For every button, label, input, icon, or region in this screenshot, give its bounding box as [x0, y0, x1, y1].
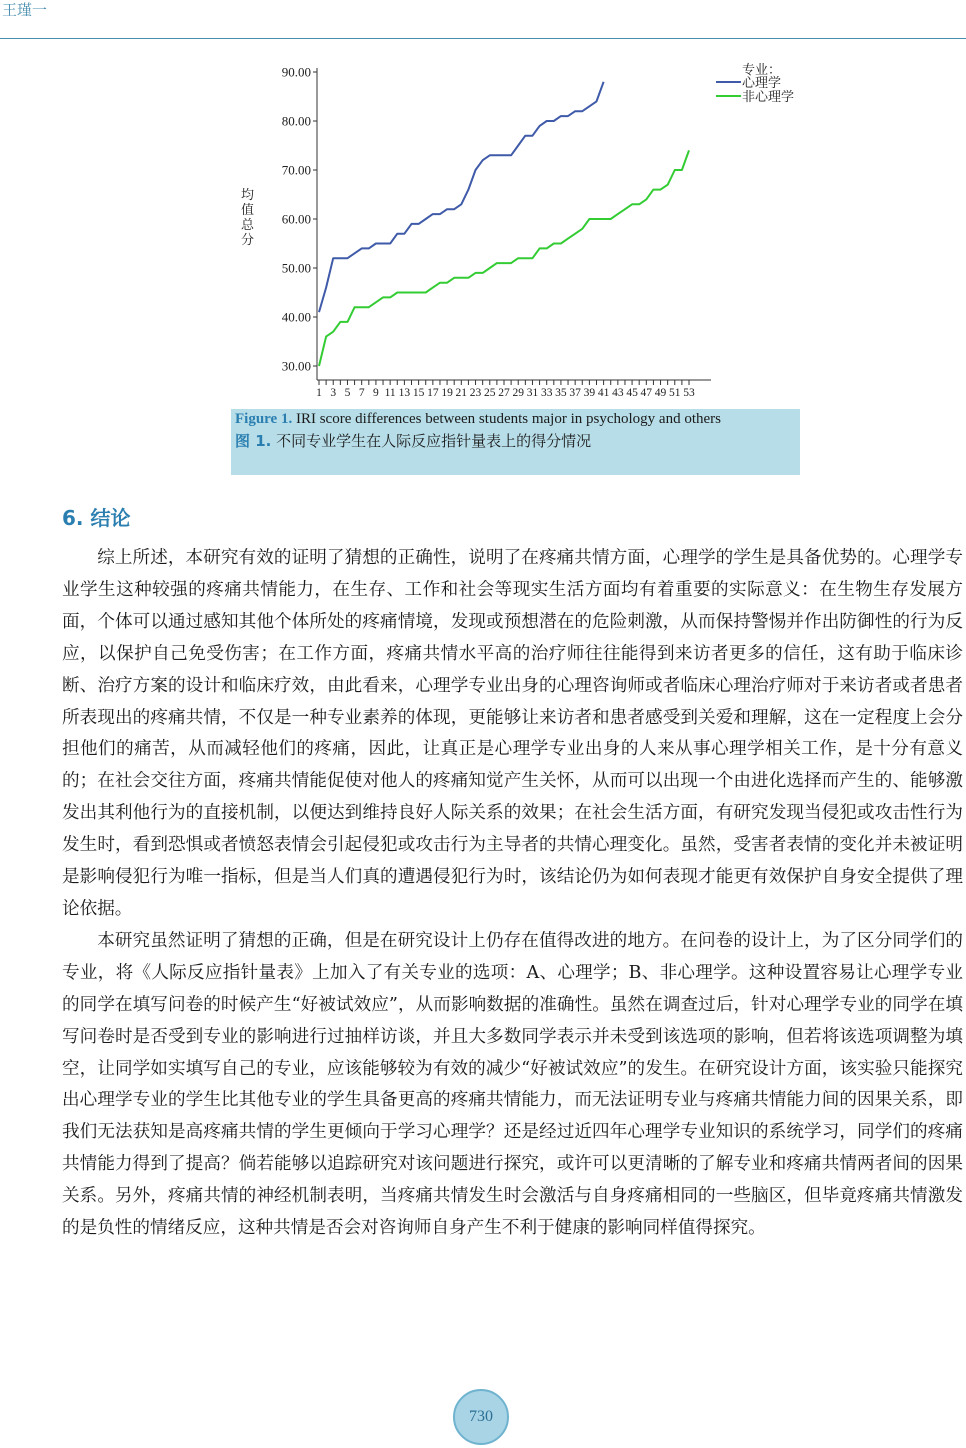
x-tick-label: 17 [427, 387, 439, 399]
y-axis-label-char: 值 [241, 202, 255, 217]
running-head: 王瑾一 [2, 1, 48, 19]
page-number-badge [453, 1389, 509, 1445]
x-tick-label: 27 [498, 387, 510, 399]
y-axis-label-char: 均 [241, 187, 255, 202]
x-tick-label: 43 [612, 387, 624, 399]
y-tick-label: 50.00 [281, 260, 311, 276]
y-tick-label: 60.00 [281, 211, 311, 227]
figure-caption [231, 409, 800, 475]
body-text [62, 543, 963, 1245]
page-number: 730 [469, 1408, 493, 1425]
caption-en-label: Figure 1. [235, 411, 293, 427]
legend-title: 专业： [742, 62, 782, 77]
y-axis-label [241, 187, 255, 247]
x-tick-label: 53 [683, 387, 695, 399]
x-tick-label: 1 [316, 387, 322, 399]
x-tick-label: 35 [555, 387, 567, 399]
x-tick-label: 25 [484, 387, 496, 399]
x-tick-label: 41 [597, 387, 610, 399]
x-tick-label: 37 [569, 387, 581, 399]
x-tick-label: 5 [344, 387, 351, 399]
caption-zh-text: 不同专业学生在人际反应指针量表上的得分情况 [271, 432, 592, 450]
caption-english [235, 409, 796, 430]
x-tick-label: 31 [526, 387, 539, 399]
x-tick-label: 39 [583, 387, 596, 399]
paragraph: 本研究虽然证明了猜想的正确，但是在研究设计上仍存在值得改进的地方。在问卷的设计上，为了区分同学们的专业，将《人际反应指针量表》上加入了有关专业的选项：A、心理学；B、非心理学。这种设置容易让心理学专业的同学在填写问卷的时候产生“好被试效应”，从而影响数据的准确性。虽然在调查过后，针对心理学专业的同学在填写问卷时是否受到专业的影响进行过抽样访谈，并且大多数同学表示并未受到该选项的影响，但若将该选项调整为填空，让同学如实填写自己的专业，应该能够较为有效的减少“好被试效应”的发生。在研究设计方面，该实验只能探究出心理学专业的学生比其他专业的学生具备更高的疼痛共情能力，而无法证明专业与疼痛共情能力间的因果关系，即我们无法获知是高疼痛共情的学生更倾向于学习心理学？还是经过近四年心理学专业知识的系统学习，同学们的疼痛共情能力得到了提高？倘若能够以追踪研究对该问题进行探究，或许可以更清晰的了解专业和疼痛共情两者间的因果关系。另外，疼痛共情的神经机制表明，当疼痛共情发生时会激活与自身疼痛相同的一些脑区，但毕竟疼痛共情激发的是负性的情绪反应，这种共情是否会对咨询师自身产生不利于健康的影响同样值得探究。 [62, 930, 963, 1239]
y-tick-label: 40.00 [281, 309, 311, 325]
x-tick-label: 19 [441, 387, 453, 399]
x-tick-label: 49 [654, 387, 667, 399]
x-tick-label: 45 [626, 387, 638, 399]
y-tick-label: 80.00 [281, 113, 311, 129]
x-tick-label: 15 [412, 387, 425, 399]
x-tick-label: 3 [330, 387, 337, 399]
y-tick-label: 70.00 [281, 162, 311, 178]
x-tick-label: 21 [455, 387, 468, 399]
paragraph: 综上所述，本研究有效的证明了猜想的正确性，说明了在疼痛共情方面，心理学的学生是具备优势的。心理学专业学生这种较强的疼痛共情能力，在生存、工作和社会等现实生活方面均有着重要的实际意义：在生物生存发展方面，个体可以通过感知其他个体所处的疼痛情境，发现或预想潜在的危险刺激，从而保持警惕并作出防御性的行为反应，以保护自己免受伤害；在工作方面，疼痛共情水平高的治疗师往往能得到来访者更多的信任，这有助于临床诊断、治疗方案的设计和临床疗效，由此看来，心理学专业出身的心理咨询师或者临床心理治疗师对于来访者或者患者所表现出的疼痛共情，不仅是一种专业素养的体现，更能够让来访者和患者感受到关爱和理解，这在一定程度上会分担他们的痛苦，从而减轻他们的疼痛，因此，让真正是心理学专业出身的人来从事心理学相关工作，是十分有意义的；在社会交往方面，疼痛共情能促使对他人的疼痛知觉产生关怀，从而可以出现一个由进化选择而产生的、能够激发出其利他行为的直接机制，以便达到维持良好人际关系的效果；在社会生活方面，有研究发现当侵犯或攻击性行为发生时，看到恐惧或者愤怒表情会引起侵犯或攻击行为主导者的共情心理变化。虽然，受害者表情的变化并未被证明是影响侵犯行为唯一指标，但是当人们真的遭遇侵犯行为时，该结论仍为如何表现才能更有效保护自身安全提供了理论依据。 [62, 548, 963, 919]
x-tick-label: 7 [358, 387, 365, 399]
x-tick-label: 29 [512, 387, 524, 399]
section-title: 6. 结论 [62, 506, 131, 530]
caption-zh-label: 图 1. [235, 432, 272, 450]
legend-label: 心理学 [742, 75, 782, 90]
y-tick-label: 30.00 [281, 358, 311, 374]
x-tick-label: 11 [384, 387, 396, 399]
caption-chinese [235, 430, 796, 452]
x-tick-label: 51 [669, 387, 681, 399]
caption-en-text: IRI score differences between students major in psychology and others [292, 411, 721, 427]
x-tick-label: 23 [469, 387, 482, 399]
y-axis-label-char: 分 [241, 232, 255, 247]
figure-1-chart [230, 56, 802, 410]
legend-label: 非心理学 [742, 89, 795, 104]
line-chart [230, 56, 802, 410]
x-tick-label: 9 [373, 387, 379, 399]
x-tick-label: 47 [640, 387, 653, 399]
x-tick-label: 13 [398, 387, 411, 399]
header-rule [0, 38, 966, 39]
y-axis-label-char: 总 [241, 217, 255, 232]
series-line-2 [319, 150, 689, 366]
y-tick-label: 90.00 [281, 64, 311, 80]
x-tick-label: 33 [540, 387, 553, 399]
